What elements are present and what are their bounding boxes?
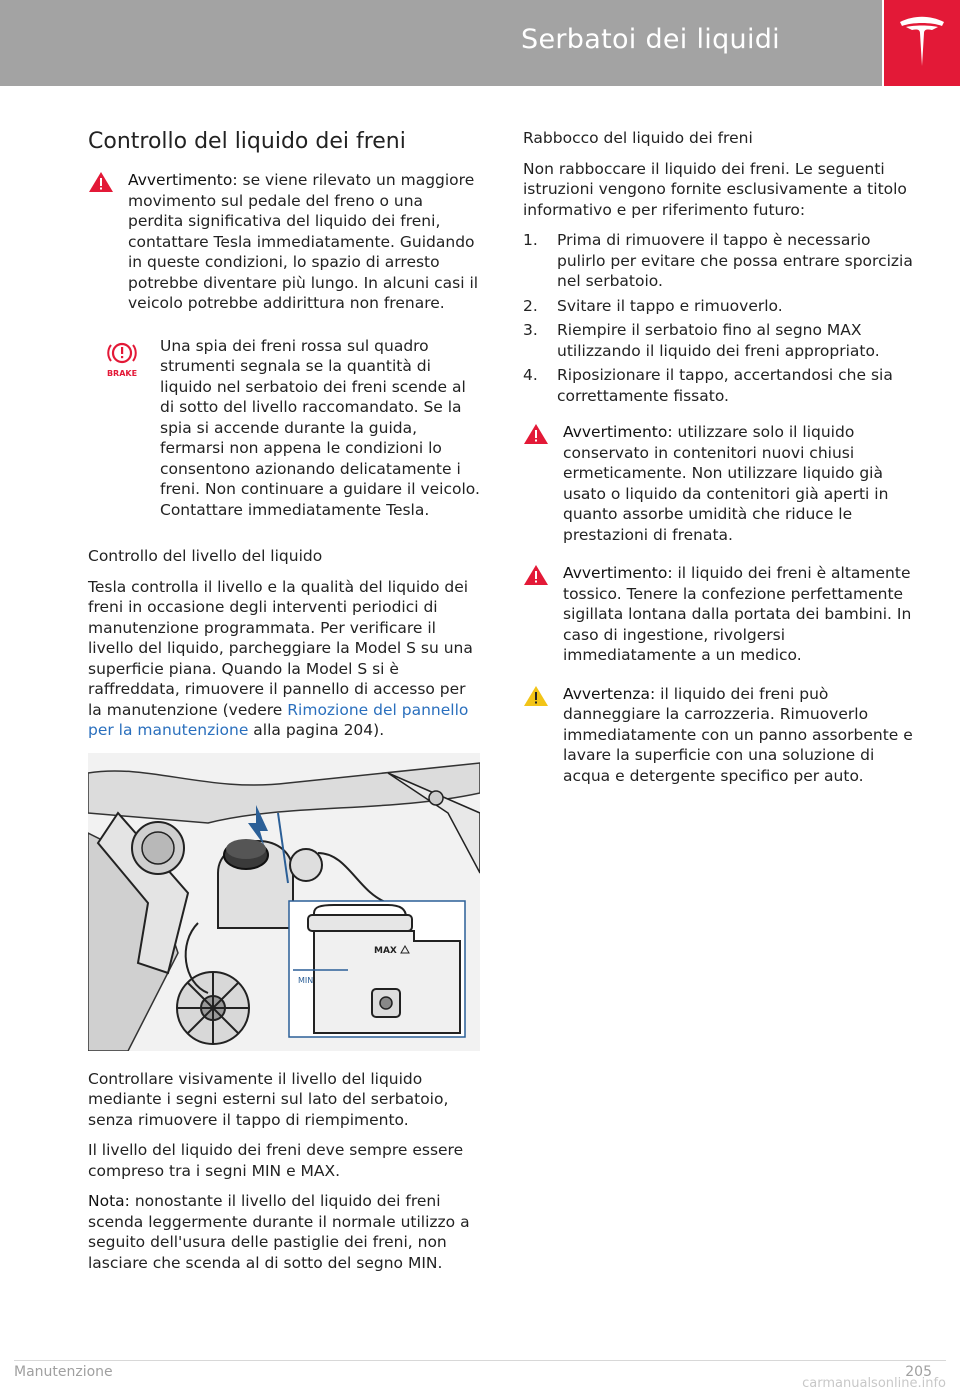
caution-label: Avvertenza: — [563, 684, 656, 703]
warning-block — [88, 170, 480, 314]
step-text: Riempire il serbatoio fino al segno MAX utilizzando il liquido dei freni appropriato. — [557, 321, 880, 360]
step-number: 1. — [523, 231, 538, 249]
list-item — [523, 365, 918, 406]
caution-icon — [523, 685, 549, 707]
paragraph-text: Tesla controlla il livello e la qualità del liquido dei freni in occasione degli interventi periodici di manutenzione programmata. Per verificare il livello del liquido, parcheggiare la Model S su una superficie piana. Quando la Model S si è raffreddata, rimuovere il pannello di accesso per la manutenzione (vedere — [88, 577, 473, 719]
subheading: Controllo del livello del liquido — [88, 547, 323, 565]
paragraph: Il livello del liquido dei freni deve sempre essere compreso tra i segni MIN e MAX. — [88, 1141, 464, 1180]
warning-text: utilizzare solo il liquido conservato in contenitori nuovi chiusi ermeticamente. Non utilizzare liquido già usato o liquido da contenitori già aperti in quanto assorbe umidità che riduce le prestazioni di frenata. — [563, 423, 889, 544]
brake-indicator-block — [88, 336, 480, 521]
left-column — [88, 128, 480, 1283]
footer-divider — [14, 1360, 946, 1361]
warning-icon — [523, 423, 549, 445]
step-text: Riposizionare il tappo, accertandosi che sia correttamente fissato. — [557, 366, 893, 405]
tesla-logo-icon — [884, 0, 960, 86]
brake-icon-label: BRAKE — [106, 368, 138, 378]
note-label: Nota: — [88, 1192, 130, 1210]
warning-text: se viene rilevato un maggiore movimento sul pedale del freno o una perdita significativa del liquido dei freni, contattare Tesla immediatamente. Guidando in queste condizioni, lo spazio di arresto potrebbe diventare più lungo. In alcuni casi il veicolo potrebbe addirittura non frenare. — [128, 171, 479, 312]
page-number: 205 — [905, 1364, 932, 1380]
paragraph — [88, 577, 480, 741]
page-header — [0, 0, 882, 86]
caution-block — [523, 684, 918, 787]
step-text: Prima di rimuovere il tappo è necessario pulirlo per evitare che possa entrare sporcizia nel serbatoio. — [557, 231, 913, 290]
warning-icon — [88, 171, 114, 193]
min-mark-label: MIN — [298, 975, 314, 985]
warning-label: Avvertimento: — [563, 423, 673, 441]
brake-warning-icon — [102, 340, 142, 380]
note-text: nonostante il livello del liquido dei freni scenda leggermente durante il normale utilizzo a seguito dell'usura delle pastiglie dei freni, non lasciare che scenda al di sotto del segno MIN. — [88, 1192, 470, 1272]
list-item — [523, 296, 918, 317]
step-number: 3. — [523, 321, 538, 339]
warning-block — [523, 563, 918, 666]
page-title: Serbatoi dei liquidi — [521, 24, 780, 55]
service-panel-link[interactable]: Rimozione del pannello per la manutenzione — [88, 700, 469, 739]
max-mark-label: MAX — [374, 945, 397, 956]
paragraph: Non rabboccare il liquido dei freni. Le seguenti istruzioni vengono fornite esclusivamente a titolo informativo e per riferimento futuro: — [523, 159, 907, 219]
caution-text: il liquido dei freni può danneggiare la carrozzeria. Rimuoverlo immediatamente con un panno assorbente e lavare la superficie con una soluzione di acqua e detergente specifico per auto. — [563, 684, 913, 785]
note — [88, 1191, 480, 1273]
brake-reservoir-illustration — [88, 753, 480, 1051]
list-item — [523, 230, 918, 292]
paragraph: Controllare visivamente il livello del liquido mediante i segni esterni sul lato del serbatoio, senza rimuovere il tappo di riempimento. — [88, 1069, 449, 1129]
footer-section: Manutenzione — [14, 1364, 113, 1380]
step-number: 2. — [523, 296, 538, 315]
watermark: carmanualsonline.info — [802, 1376, 946, 1391]
warning-label: Avvertimento: — [128, 171, 238, 189]
section-heading: Controllo del liquido dei freni — [88, 129, 406, 154]
step-text: Svitare il tappo e rimuoverlo. — [557, 296, 783, 315]
brake-indicator-text: Una spia dei freni rossa sul quadro strumenti segnala se la quantità di liquido nel serbatoio dei freni scende al di sotto del livello raccomandato. Se la spia si accende durante la guida, fermarsi non appena le condizioni lo consentono azionando delicatamente i freni. Non continuare a guidare il veicolo. Contattare immediatamente Tesla. — [160, 336, 480, 519]
list-item — [523, 320, 918, 361]
warning-block — [523, 422, 918, 545]
subheading: Rabbocco del liquido dei freni — [523, 129, 753, 147]
steps-list — [523, 230, 918, 406]
brand-logo — [884, 0, 960, 86]
warning-text: il liquido dei freni è altamente tossico. Tenere la confezione perfettamente sigillata lontana dalla portata dei bambini. In caso di ingestione, rivolgersi immediatamente a un medico. — [563, 564, 912, 664]
right-column — [523, 128, 918, 804]
engine-bay-drawing — [88, 753, 480, 1051]
paragraph-text: alla pagina 204). — [248, 721, 385, 739]
warning-icon — [523, 564, 549, 586]
warning-label: Avvertimento: — [563, 564, 673, 582]
step-number: 4. — [523, 366, 538, 384]
